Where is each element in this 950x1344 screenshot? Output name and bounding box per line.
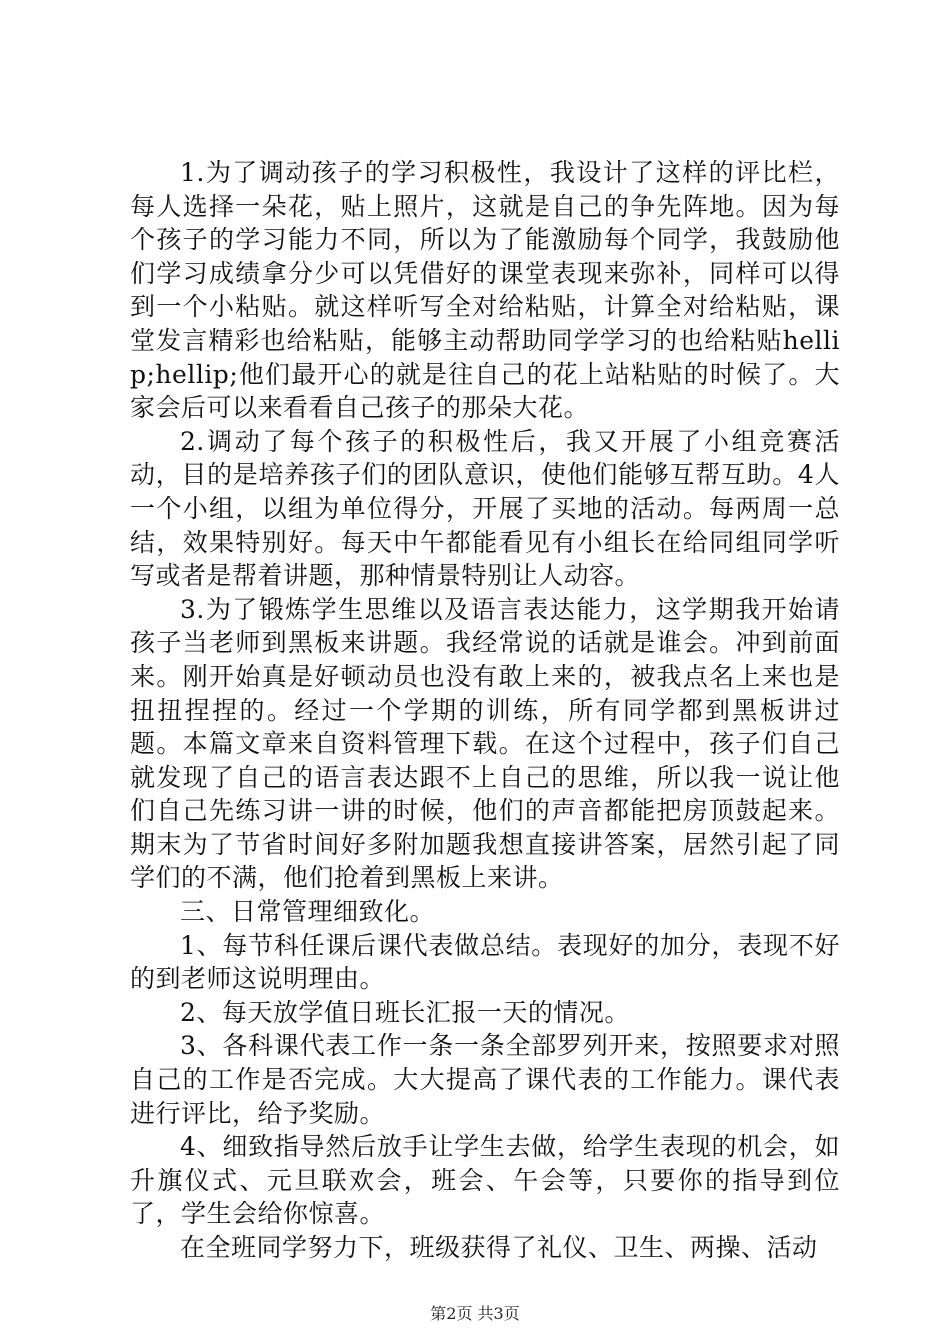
- paragraph-2: 2.调动了每个孩子的积极性后，我又开展了小组竞赛活动，目的是培养孩子们的团队意识，使他们能够互帮互助。4人一个小组，以组为单位得分，开展了买地的活动。每两周一总结，效果特别好。每天中午都能看见有小组长在给同组同学听写或者是帮着讲题，那种情景特别让人动容。: [130, 426, 840, 591]
- page-footer: 第2页 共3页: [430, 1304, 520, 1323]
- paragraph-8: 在全班同学努力下，班级获得了礼仪、卫生、两操、活动: [180, 1233, 818, 1262]
- document-body: [130, 156, 840, 1265]
- paragraph-7: 4、细致指导然后放手让学生去做，给学生表现的机会，如升旗仪式、元旦联欢会，班会、午会等，只要你的指导到位了，学生会给你惊喜。: [130, 1132, 840, 1229]
- paragraph-1: 1.为了调动孩子的学习积极性，我设计了这样的评比栏，每人选择一朵花，贴上照片，这就是自己的争先阵地。因为每个孩子的学习能力不同，所以为了能激励每个同学，我鼓励他们学习成绩拿分少可以凭借好的课堂表现来弥补，同样可以得到一个小粘贴。就这样听写全对给粘贴，计算全对给粘贴，课堂发言精彩也给粘贴，能够主动帮助同学学习的也给粘贴hellip;hellip;他们最开心的就是往自己的花上站粘贴的时候了。大家会后可以来看看自己孩子的那朵大花。: [130, 158, 840, 423]
- section-heading: 三、日常管理细致化。: [180, 897, 436, 927]
- paragraph-5: 2、每天放学值日班长汇报一天的情况。: [180, 997, 630, 1027]
- paragraph-3: 3.为了锻炼学生思维以及语言表达能力，这学期我开始请孩子当老师到黑板来讲题。我经常说的话就是谁会。冲到前面来。刚开始真是好顿动员也没有敢上来的，被我点名上来也是扭扭捏捏的。经过一个学期的训练，所有同学都到黑板讲过题。本篇文章来自资料管理下载。在这个过程中，孩子们自己就发现了自己的语言表达跟不上自己的思维，所以我一说让他们自己先练习讲一讲的时候，他们的声音都能把房顶鼓起来。期末为了节省时间好多附加题我想直接讲答案，居然引起了同学们的不满，他们抢着到黑板上来讲。: [130, 594, 840, 893]
- paragraph-6: 3、各科课代表工作一条一条全部罗列开来，按照要求对照自己的工作是否完成。大大提高了课代表的工作能力。课代表进行评比，给予奖励。: [130, 1031, 840, 1128]
- paragraph-4: 1、每节科任课后课代表做总结。表现好的加分，表现不好的到老师这说明理由。: [130, 930, 840, 994]
